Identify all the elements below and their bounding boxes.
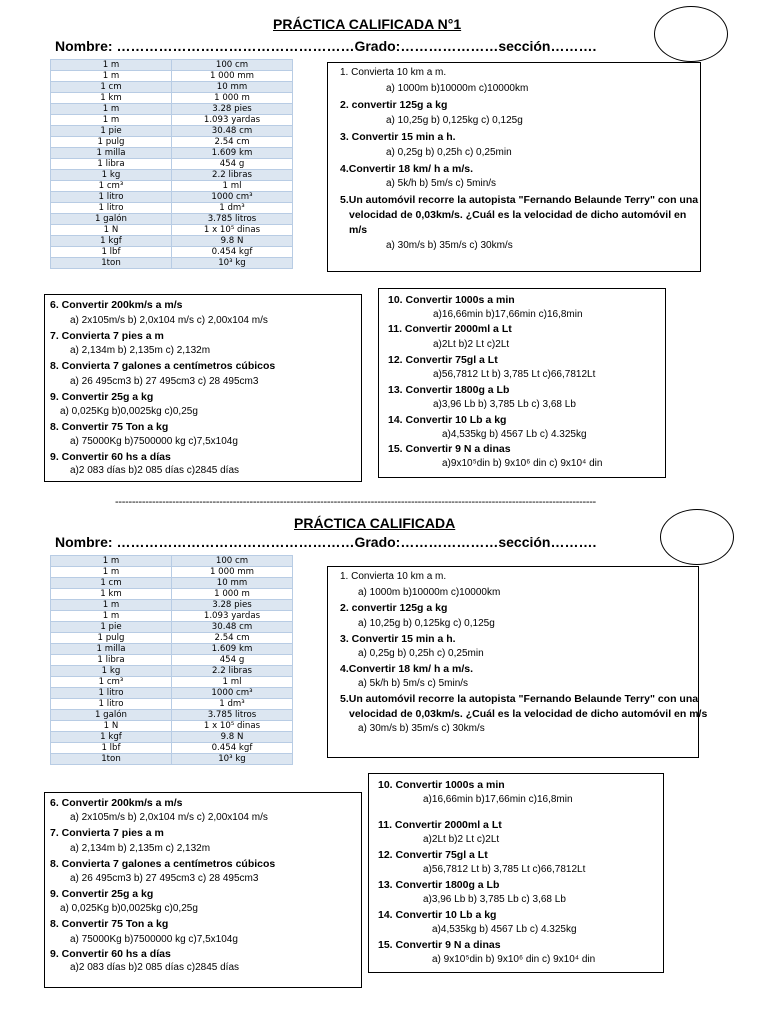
table-row [51, 236, 293, 247]
question-12-b: 12. Convertir 75gl a Lt [378, 849, 488, 861]
grade-oval-1 [654, 6, 728, 62]
table-row [51, 247, 293, 258]
table-row [51, 688, 293, 699]
unit-cell: 1 pie [51, 126, 172, 137]
options-1-b: a) 1000m b)10000m c)10000km [358, 587, 501, 598]
table-row [51, 611, 293, 622]
question-9-b: 9. Convertir 25g a kg [50, 888, 154, 900]
options-8b-b: a) 75000Kg b)7500000 kg c)7,5x104g [70, 934, 238, 945]
options-3-b: a) 0,25g b) 0,25h c) 0,25min [358, 648, 484, 659]
question-5-b-line-2: velocidad de 0,03km/s. ¿Cuál es la velocidad de dicho automóvil en m/s [349, 708, 708, 720]
question-6: 6. Convertir 200km/s a m/s [50, 299, 183, 311]
equivalence-cell: 3.785 litros [172, 214, 293, 225]
unit-cell: 1 km [51, 589, 172, 600]
equivalence-cell: 454 g [172, 159, 293, 170]
equivalence-cell: 454 g [172, 655, 293, 666]
unit-cell: 1 libra [51, 159, 172, 170]
question-14-b: 14. Convertir 10 Lb a kg [378, 909, 497, 921]
question-4: 4.Convertir 18 km/ h a m/s. [340, 163, 474, 175]
question-13-b: 13. Convertir 1800g a Lb [378, 879, 500, 891]
table-row [51, 258, 293, 269]
unit-cell: 1 kgf [51, 236, 172, 247]
question-8: 8. Convierta 7 galones a centímetros cúbicos [50, 360, 276, 372]
equivalence-cell: 1.093 yardas [172, 115, 293, 126]
table-row [51, 589, 293, 600]
question-2: 2. convertir 125g a kg [340, 99, 448, 111]
equivalence-cell: 100 cm [172, 60, 293, 71]
unit-cell: 1 lbf [51, 247, 172, 258]
equivalence-cell: 9.8 N [172, 732, 293, 743]
unit-cell: 1 N [51, 721, 172, 732]
table-row [51, 699, 293, 710]
unit-cell: 1 cm³ [51, 181, 172, 192]
conversion-table-2 [50, 555, 293, 765]
table-row [51, 181, 293, 192]
equivalence-cell: 1 dm³ [172, 203, 293, 214]
question-3-b: 3. Convertir 15 min a h. [340, 633, 456, 645]
options-4: a) 5k/h b) 5m/s c) 5min/s [386, 178, 497, 189]
unit-cell: 1 litro [51, 699, 172, 710]
equivalence-cell: 1000 cm³ [172, 192, 293, 203]
equivalence-cell: 9.8 N [172, 236, 293, 247]
page-title-1: PRÁCTICA CALIFICADA N°1 [273, 16, 462, 32]
equivalence-cell: 1.609 km [172, 148, 293, 159]
question-4-b: 4.Convertir 18 km/ h a m/s. [340, 663, 474, 675]
equivalence-cell: 1 x 10⁵ dinas [172, 225, 293, 236]
equivalence-cell: 10³ kg [172, 258, 293, 269]
question-5-line-3: m/s [349, 224, 368, 236]
question-5-line-1: 5.Un automóvil recorre la autopista "Fernando Belaunde Terry" con una [340, 194, 699, 206]
question-9b: 9. Convertir 60 hs a días [50, 451, 171, 463]
unit-cell: 1 litro [51, 203, 172, 214]
equivalence-cell: 1.093 yardas [172, 611, 293, 622]
equivalence-cell: 1000 cm³ [172, 688, 293, 699]
unit-cell: 1 cm [51, 82, 172, 93]
table-row [51, 677, 293, 688]
unit-cell: 1 m [51, 115, 172, 126]
question-9b-b: 9. Convertir 60 hs a días [50, 948, 171, 960]
table-row [51, 567, 293, 578]
unit-cell: 1 m [51, 600, 172, 611]
options-9b: a)2 083 días b)2 085 días c)2845 días [70, 465, 240, 476]
table-row [51, 115, 293, 126]
equivalence-cell: 10 mm [172, 578, 293, 589]
grade-oval-2 [660, 509, 734, 565]
unit-cell: 1 lbf [51, 743, 172, 754]
equivalence-cell: 0.454 kgf [172, 743, 293, 754]
table-row [51, 743, 293, 754]
equivalence-cell: 10 mm [172, 82, 293, 93]
options-10-b: a)16,66min b)17,66min c)16,8min [423, 794, 573, 805]
unit-cell: 1 m [51, 567, 172, 578]
question-1: 1. Convierta 10 km a m. [340, 67, 447, 78]
unit-cell: 1 m [51, 71, 172, 82]
table-row [51, 82, 293, 93]
table-row [51, 600, 293, 611]
question-9: 9. Convertir 25g a kg [50, 391, 154, 403]
equivalence-cell: 2.54 cm [172, 633, 293, 644]
equivalence-cell: 0.454 kgf [172, 247, 293, 258]
table-row [51, 60, 293, 71]
options-7: a) 2,134m b) 2,135m c) 2,132m [70, 345, 211, 356]
options-5-b: a) 30m/s b) 35m/s c) 30km/s [358, 723, 485, 734]
equivalence-cell: 1 000 mm [172, 71, 293, 82]
question-7-b: 7. Convierta 7 pies a m [50, 827, 164, 839]
equivalence-cell: 1 dm³ [172, 699, 293, 710]
options-13: a)3,96 Lb b) 3,785 Lb c) 3,68 Lb [433, 399, 576, 410]
options-6: a) 2x105m/s b) 2,0x104 m/s c) 2,00x104 m/s [70, 315, 268, 326]
question-2-b: 2. convertir 125g a kg [340, 602, 448, 614]
equivalence-cell: 1 000 m [172, 93, 293, 104]
options-9: a) 0,025Kg b)0,0025kg c)0,25g [60, 406, 198, 417]
table-row [51, 159, 293, 170]
table-row [51, 71, 293, 82]
unit-cell: 1 cm [51, 578, 172, 589]
question-8b-b: 8. Convertir 75 Ton a kg [50, 918, 169, 930]
options-1: a) 1000m b)10000m c)10000km [386, 83, 529, 94]
table-row [51, 732, 293, 743]
equivalence-cell: 1 000 mm [172, 567, 293, 578]
options-11-b: a)2Lt b)2 Lt c)2Lt [423, 834, 500, 845]
question-10: 10. Convertir 1000s a min [388, 294, 515, 306]
question-13: 13. Convertir 1800g a Lb [388, 384, 510, 396]
options-13-b: a)3,96 Lb b) 3,785 Lb c) 3,68 Lb [423, 894, 566, 905]
equivalence-cell: 3.785 litros [172, 710, 293, 721]
question-11-b: 11. Convertir 2000ml a Lt [378, 819, 502, 831]
question-6-b: 6. Convertir 200km/s a m/s [50, 797, 183, 809]
table-row [51, 214, 293, 225]
question-3: 3. Convertir 15 min a h. [340, 131, 456, 143]
unit-cell: 1ton [51, 754, 172, 765]
equivalence-cell: 3.28 pies [172, 104, 293, 115]
table-row [51, 721, 293, 732]
unit-cell: 1 milla [51, 644, 172, 655]
table-row [51, 633, 293, 644]
unit-cell: 1 libra [51, 655, 172, 666]
equivalence-cell: 1 000 m [172, 589, 293, 600]
options-8b: a) 75000Kg b)7500000 kg c)7,5x104g [70, 436, 238, 447]
unit-cell: 1 pie [51, 622, 172, 633]
table-row [51, 104, 293, 115]
unit-cell: 1 galón [51, 214, 172, 225]
table-row [51, 622, 293, 633]
options-8: a) 26 495cm3 b) 27 495cm3 c) 28 495cm3 [70, 376, 259, 387]
options-10: a)16,66min b)17,66min c)16,8min [433, 309, 583, 320]
cut-separator: ----------------------------------------------------------------------------------------------------------------------------------------------- [115, 496, 596, 508]
unit-cell: 1 kgf [51, 732, 172, 743]
table-row [51, 710, 293, 721]
options-5: a) 30m/s b) 35m/s c) 30km/s [386, 240, 513, 251]
options-9-b: a) 0,025Kg b)0,0025kg c)0,25g [60, 903, 198, 914]
table-row [51, 666, 293, 677]
equivalence-cell: 2.2 libras [172, 170, 293, 181]
question-8b: 8. Convertir 75 Ton a kg [50, 421, 169, 433]
student-name-line-2: Nombre: ……………………………………………Grado:…………………sección………. [55, 534, 597, 550]
question-11: 11. Convertir 2000ml a Lt [388, 323, 512, 335]
options-3: a) 0,25g b) 0,25h c) 0,25min [386, 147, 512, 158]
unit-cell: 1 pulg [51, 633, 172, 644]
table-row [51, 192, 293, 203]
unit-cell: 1 litro [51, 688, 172, 699]
equivalence-cell: 2.54 cm [172, 137, 293, 148]
unit-cell: 1 galón [51, 710, 172, 721]
unit-cell: 1 kg [51, 666, 172, 677]
equivalence-cell: 3.28 pies [172, 600, 293, 611]
equivalence-cell: 1 ml [172, 181, 293, 192]
unit-cell: 1 N [51, 225, 172, 236]
unit-cell: 1 m [51, 611, 172, 622]
table-row [51, 126, 293, 137]
table-row [51, 655, 293, 666]
options-2-b: a) 10,25g b) 0,125kg c) 0,125g [358, 618, 495, 629]
unit-cell: 1 cm³ [51, 677, 172, 688]
question-15-b: 15. Convertir 9 N a dinas [378, 939, 501, 951]
question-5-b-line-1: 5.Un automóvil recorre la autopista "Fernando Belaunde Terry" con una [340, 693, 699, 705]
equivalence-cell: 1.609 km [172, 644, 293, 655]
options-2: a) 10,25g b) 0,125kg c) 0,125g [386, 115, 523, 126]
question-15: 15. Convertir 9 N a dinas [388, 443, 511, 455]
table-row [51, 556, 293, 567]
page-title-2: PRÁCTICA CALIFICADA [294, 515, 456, 531]
options-4-b: a) 5k/h b) 5m/s c) 5min/s [358, 678, 469, 689]
table-row [51, 137, 293, 148]
unit-cell: 1 kg [51, 170, 172, 181]
options-14: a)4,535kg b) 4567 Lb c) 4.325kg [442, 429, 587, 440]
table-row [51, 148, 293, 159]
question-1-b: 1. Convierta 10 km a m. [340, 571, 447, 582]
equivalence-cell: 1 x 10⁵ dinas [172, 721, 293, 732]
table-row [51, 203, 293, 214]
unit-cell: 1 milla [51, 148, 172, 159]
question-12: 12. Convertir 75gl a Lt [388, 354, 498, 366]
table-row [51, 170, 293, 181]
unit-cell: 1 m [51, 104, 172, 115]
unit-cell: 1 m [51, 60, 172, 71]
options-8-b: a) 26 495cm3 b) 27 495cm3 c) 28 495cm3 [70, 873, 259, 884]
question-5-line-2: velocidad de 0,03km/s. ¿Cuál es la velocidad de dicho automóvil en [349, 209, 687, 221]
options-6-b: a) 2x105m/s b) 2,0x104 m/s c) 2,00x104 m/s [70, 812, 268, 823]
table-row [51, 644, 293, 655]
options-11: a)2Lt b)2 Lt c)2Lt [433, 339, 510, 350]
equivalence-cell: 2.2 libras [172, 666, 293, 677]
options-14-b: a)4,535kg b) 4567 Lb c) 4.325kg [432, 924, 577, 935]
unit-cell: 1 m [51, 556, 172, 567]
table-row [51, 754, 293, 765]
question-14: 14. Convertir 10 Lb a kg [388, 414, 507, 426]
options-9b-b: a)2 083 días b)2 085 días c)2845 días [70, 962, 240, 973]
table-row [51, 225, 293, 236]
options-7-b: a) 2,134m b) 2,135m c) 2,132m [70, 843, 211, 854]
conversion-table-1 [50, 59, 293, 269]
table-row [51, 578, 293, 589]
question-8-b: 8. Convierta 7 galones a centímetros cúbicos [50, 858, 276, 870]
equivalence-cell: 100 cm [172, 556, 293, 567]
options-15-b: a) 9x10⁵din b) 9x10⁶ din c) 9x10⁴ din [432, 954, 596, 965]
question-7: 7. Convierta 7 pies a m [50, 330, 164, 342]
unit-cell: 1 litro [51, 192, 172, 203]
table-row [51, 93, 293, 104]
unit-cell: 1 pulg [51, 137, 172, 148]
options-15: a)9x10⁵din b) 9x10⁶ din c) 9x10⁴ din [442, 458, 603, 469]
student-name-line-1: Nombre: ……………………………………………Grado:…………………sección………. [55, 38, 597, 54]
options-12-b: a)56,7812 Lt b) 3,785 Lt c)66,7812Lt [423, 864, 586, 875]
equivalence-cell: 30.48 cm [172, 622, 293, 633]
equivalence-cell: 1 ml [172, 677, 293, 688]
unit-cell: 1ton [51, 258, 172, 269]
question-10-b: 10. Convertir 1000s a min [378, 779, 505, 791]
equivalence-cell: 10³ kg [172, 754, 293, 765]
options-12: a)56,7812 Lt b) 3,785 Lt c)66,7812Lt [433, 369, 596, 380]
unit-cell: 1 km [51, 93, 172, 104]
equivalence-cell: 30.48 cm [172, 126, 293, 137]
